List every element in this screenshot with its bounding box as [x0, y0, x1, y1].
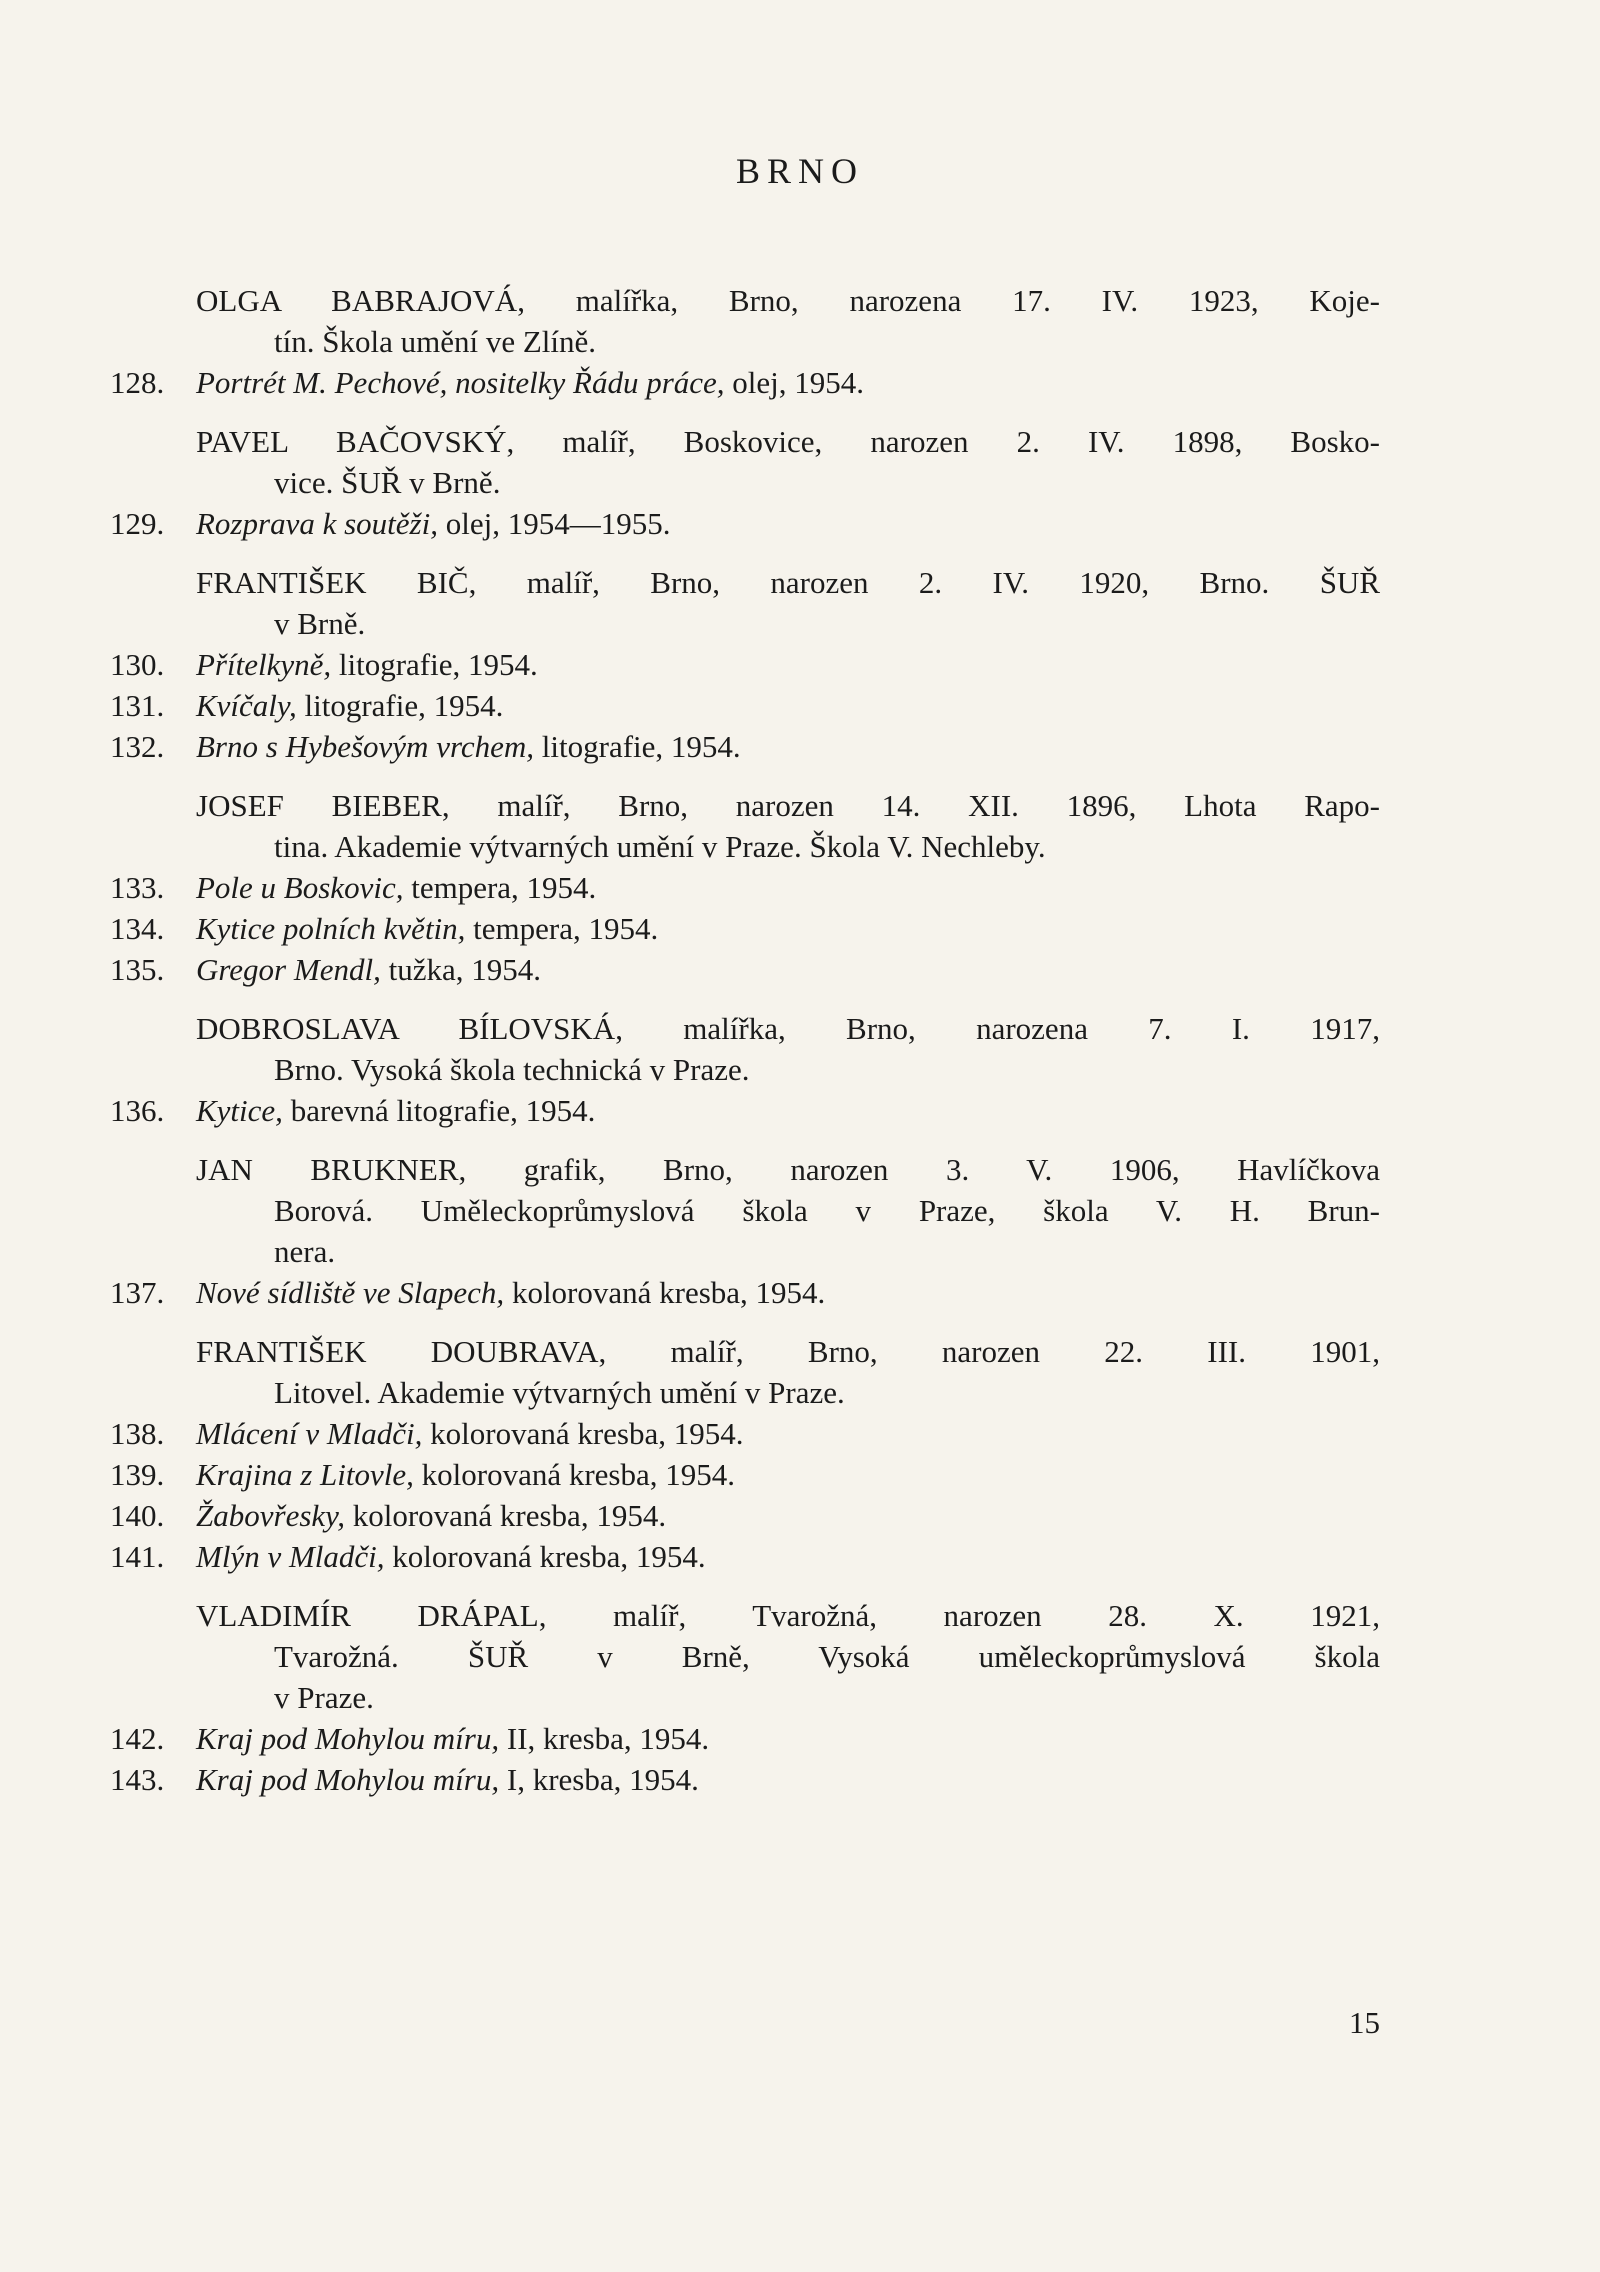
artist-bio-line: Brno. Vysoká škola technická v Praze.	[274, 1052, 750, 1087]
artwork-item	[110, 867, 1380, 908]
artist-bio-line: JAN BRUKNER, grafik, Brno, narozen 3. V. 1906, Havlíčkova	[196, 1152, 1380, 1187]
artwork-number: 134.	[110, 911, 165, 946]
artist-entry	[110, 280, 1380, 403]
artwork-medium: tužka, 1954.	[380, 952, 541, 987]
artist-entry	[110, 421, 1380, 544]
artist-bio-line: vice. ŠUŘ v Brně.	[274, 465, 501, 500]
artist-bio-line: tín. Škola umění ve Zlíně.	[274, 324, 597, 359]
artwork-medium: I, kresba, 1954.	[499, 1762, 699, 1797]
artwork-medium: tempera, 1954.	[465, 911, 659, 946]
artwork-item	[110, 1090, 1380, 1131]
artwork-item	[110, 644, 1380, 685]
artist-bio-line: v Brně.	[274, 606, 366, 641]
artwork-title: Krajina z Litovle,	[196, 1457, 414, 1492]
artwork-item	[110, 1413, 1380, 1454]
artwork-item	[110, 1759, 1380, 1800]
artwork-number: 131.	[110, 688, 165, 723]
artwork-number: 141.	[110, 1539, 165, 1574]
artwork-medium: litografie, 1954.	[331, 647, 538, 682]
artist-bio-line: DOBROSLAVA BÍLOVSKÁ, malířka, Brno, narozena 7. I. 1917,	[196, 1011, 1380, 1046]
artist-bio-line: Litovel. Akademie výtvarných umění v Praze.	[274, 1375, 845, 1410]
artist-bio-line: nera.	[274, 1234, 336, 1269]
artwork-item	[110, 1718, 1380, 1759]
artist-entry	[110, 785, 1380, 990]
artist-bio	[110, 1595, 1380, 1718]
artwork-title: Kraj pod Mohylou míru,	[196, 1762, 500, 1797]
artist-bio-line: PAVEL BAČOVSKÝ, malíř, Boskovice, narozen 2. IV. 1898, Bosko-	[196, 424, 1380, 459]
artwork-number: 143.	[110, 1762, 165, 1797]
artwork-number: 136.	[110, 1093, 165, 1128]
artist-bio-line: Borová. Uměleckoprůmyslová škola v Praze, škola V. H. Brun-	[274, 1193, 1380, 1228]
artwork-item	[110, 685, 1380, 726]
artwork-title: Portrét M. Pechové, nositelky Řádu práce,	[196, 365, 725, 400]
artwork-item	[110, 1454, 1380, 1495]
artwork-number: 130.	[110, 647, 165, 682]
artwork-medium: kolorovaná kresba, 1954.	[504, 1275, 826, 1310]
page-number: 15	[1349, 2005, 1380, 2040]
artist-entry	[110, 562, 1380, 767]
artwork-title: Pole u Boskovic,	[196, 870, 404, 905]
artwork-medium: kolorovaná kresba, 1954.	[384, 1539, 706, 1574]
artist-bio	[110, 1149, 1380, 1272]
artist-bio-line: tina. Akademie výtvarných umění v Praze. Škola V. Nechleby.	[274, 829, 1046, 864]
artist-bio-line: FRANTIŠEK BIČ, malíř, Brno, narozen 2. IV. 1920, Brno. ŠUŘ	[196, 565, 1380, 600]
artwork-title: Gregor Mendl,	[196, 952, 381, 987]
page-heading: BRNO	[735, 151, 865, 191]
artist-bio-line: JOSEF BIEBER, malíř, Brno, narozen 14. XII. 1896, Lhota Rapo-	[196, 788, 1380, 823]
artwork-item	[110, 362, 1380, 403]
artwork-title: Přítelkyně,	[196, 647, 332, 682]
artist-bio-line: VLADIMÍR DRÁPAL, malíř, Tvarožná, narozen 28. X. 1921,	[196, 1598, 1380, 1633]
artwork-number: 133.	[110, 870, 165, 905]
artwork-medium: kolorovaná kresba, 1954.	[422, 1416, 744, 1451]
artwork-item	[110, 503, 1380, 544]
artwork-title: Kvíčaly,	[196, 688, 297, 723]
artwork-title: Kytice polních květin,	[196, 911, 466, 946]
artwork-number: 135.	[110, 952, 165, 987]
catalog-entries	[110, 280, 1380, 1800]
artwork-title: Kytice,	[196, 1093, 283, 1128]
artwork-medium: tempera, 1954.	[403, 870, 597, 905]
artist-bio-line: OLGA BABRAJOVÁ, malířka, Brno, narozena 17. IV. 1923, Koje-	[196, 283, 1380, 318]
artist-bio	[110, 280, 1380, 362]
artwork-number: 137.	[110, 1275, 165, 1310]
artwork-item	[110, 949, 1380, 990]
artist-bio-line: FRANTIŠEK DOUBRAVA, malíř, Brno, narozen 22. III. 1901,	[196, 1334, 1380, 1369]
artwork-medium: kolorovaná kresba, 1954.	[413, 1457, 736, 1492]
artwork-item	[110, 726, 1380, 767]
artwork-medium: olej, 1954—1955.	[437, 506, 671, 541]
artwork-medium: II, kresba, 1954.	[499, 1721, 710, 1756]
artwork-title: Žabovřesky,	[196, 1498, 345, 1533]
artwork-title: Mlácení v Mladči,	[196, 1416, 423, 1451]
artwork-medium: olej, 1954.	[724, 365, 865, 400]
artist-entry	[110, 1008, 1380, 1131]
artist-bio-line: v Praze.	[274, 1680, 374, 1715]
artwork-item	[110, 1536, 1380, 1577]
artwork-number: 142.	[110, 1721, 165, 1756]
artwork-number: 132.	[110, 729, 165, 764]
artwork-medium: litografie, 1954.	[534, 729, 741, 764]
artist-bio	[110, 421, 1380, 503]
artwork-number: 140.	[110, 1498, 165, 1533]
artwork-title: Kraj pod Mohylou míru,	[196, 1721, 500, 1756]
artwork-number: 128.	[110, 365, 165, 400]
artwork-item	[110, 1495, 1380, 1536]
artist-entry	[110, 1149, 1380, 1313]
artist-bio	[110, 785, 1380, 867]
artwork-item	[110, 1272, 1380, 1313]
artist-bio-line: Tvarožná. ŠUŘ v Brně, Vysoká uměleckoprůmyslová škola	[274, 1639, 1380, 1674]
artwork-title: Brno s Hybešovým vrchem,	[196, 729, 535, 764]
artist-entry	[110, 1595, 1380, 1800]
artwork-medium: kolorovaná kresba, 1954.	[344, 1498, 667, 1533]
artwork-number: 138.	[110, 1416, 165, 1451]
artist-bio	[110, 562, 1380, 644]
artwork-medium: litografie, 1954.	[296, 688, 504, 723]
artwork-number: 139.	[110, 1457, 165, 1492]
artist-bio	[110, 1008, 1380, 1090]
artwork-item	[110, 908, 1380, 949]
artwork-number: 129.	[110, 506, 165, 541]
artwork-medium: barevná litografie, 1954.	[282, 1093, 596, 1128]
artwork-title: Nové sídliště ve Slapech,	[196, 1275, 505, 1310]
artwork-title: Mlýn v Mladči,	[196, 1539, 385, 1574]
artwork-title: Rozprava k soutěži,	[196, 506, 438, 541]
artist-entry	[110, 1331, 1380, 1577]
artist-bio	[110, 1331, 1380, 1413]
